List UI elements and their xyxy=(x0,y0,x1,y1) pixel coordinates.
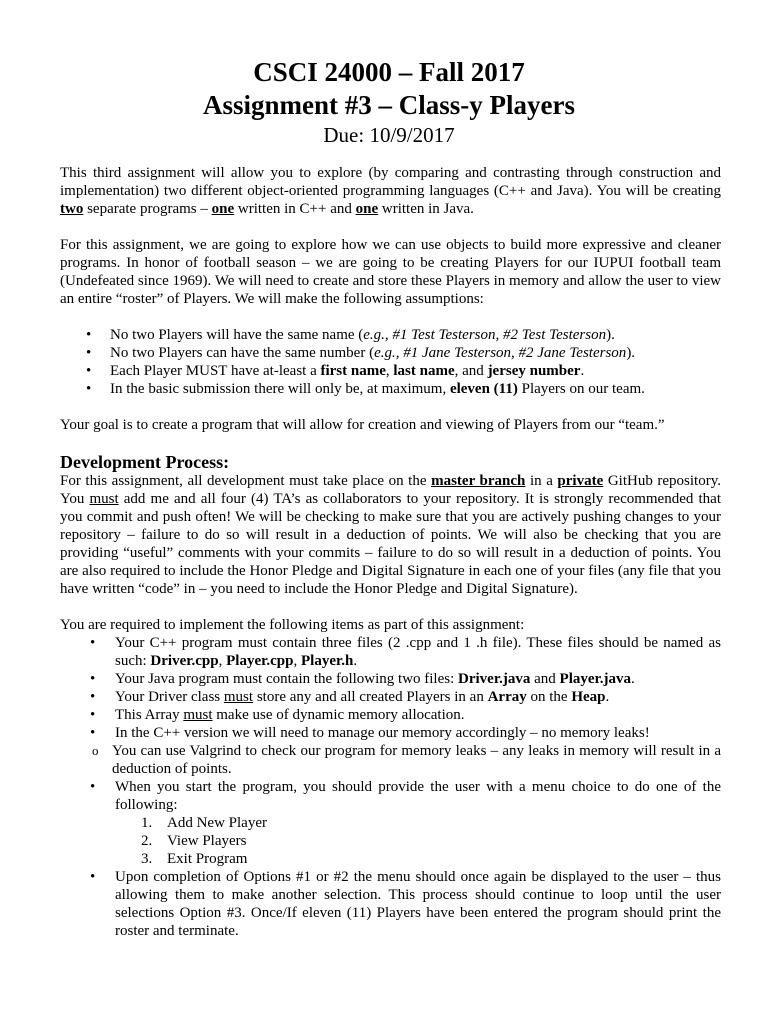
private-term: private xyxy=(557,473,604,489)
intro-text: written in C++ and xyxy=(234,201,356,217)
menu-option xyxy=(115,832,721,850)
menu-option xyxy=(115,850,721,868)
intro-paragraph xyxy=(60,164,721,218)
intro-text: This third assignment will allow you to explore (by comparing and contrasting through construction and implementation) two different object-oriented programming languages (C++ and Java). You will be creating xyxy=(60,165,721,199)
option-number: 3. xyxy=(141,851,153,867)
bold-term: first name xyxy=(320,363,386,379)
dev-text: For this assignment, all development must take place on the xyxy=(60,473,432,489)
list-item xyxy=(60,670,721,688)
list-item xyxy=(60,706,721,724)
must-term: must xyxy=(89,491,119,507)
list-item xyxy=(60,724,721,742)
filename: Player.java xyxy=(559,671,632,687)
item-text: In the C++ version we will need to manage our memory accordingly – no memory leaks! xyxy=(115,725,650,741)
option-number: 2. xyxy=(141,833,153,849)
option-label: View Players xyxy=(167,833,247,849)
development-paragraph xyxy=(60,472,721,598)
example-text: e.g., #1 Jane Testerson, #2 Jane Testerson xyxy=(374,345,627,361)
item-text: store any and all created Players in an xyxy=(253,689,488,705)
item-text: , and xyxy=(454,363,488,379)
list-item xyxy=(60,778,721,868)
item-text: Your Driver class xyxy=(115,689,224,705)
item-text: In the basic submission there will only be, at maximum, xyxy=(110,381,450,397)
item-text: . xyxy=(580,363,585,379)
dev-text: GitHub repository. You xyxy=(60,473,721,507)
filename: Driver.cpp xyxy=(150,653,219,669)
menu-option xyxy=(115,814,721,832)
list-item xyxy=(60,634,721,670)
bold-term: last name xyxy=(393,363,455,379)
bold-term: Heap xyxy=(571,689,606,705)
filename: Player.cpp xyxy=(226,653,294,669)
item-text: , xyxy=(218,653,227,669)
dev-text: in a xyxy=(525,473,558,489)
option-label: Exit Program xyxy=(167,851,248,867)
filename: Player.h xyxy=(301,653,354,669)
assignment-title: Assignment #3 – Class-y Players xyxy=(203,90,575,120)
option-number: 1. xyxy=(141,815,153,831)
item-text: ). xyxy=(606,327,615,343)
must-term: must xyxy=(183,707,213,723)
intro-text: written in Java. xyxy=(378,201,474,217)
item-text: This Array xyxy=(115,707,184,723)
item-text: Players on our team. xyxy=(517,381,645,397)
item-text: Each Player MUST have at-least a xyxy=(110,363,321,379)
list-item xyxy=(60,380,721,398)
item-text: on the xyxy=(526,689,572,705)
due-date: Due: 10/9/2017 xyxy=(323,123,455,147)
filename: Driver.java xyxy=(458,671,531,687)
item-text: and xyxy=(530,671,560,687)
goal-paragraph: Your goal is to create a program that will allow for creation and viewing of Players from our “team.” xyxy=(60,417,665,433)
option-label: Add New Player xyxy=(167,815,267,831)
document-header xyxy=(0,0,778,149)
course-title: CSCI 24000 – Fall 2017 xyxy=(253,57,525,87)
bold-term: eleven (11) xyxy=(449,381,518,397)
item-text: . xyxy=(605,689,610,705)
bold-term: jersey number xyxy=(487,363,581,379)
list-item xyxy=(60,344,721,362)
sub-list-item xyxy=(60,742,721,778)
list-item xyxy=(60,326,721,344)
assumptions-list xyxy=(60,326,721,398)
master-branch-term: master branch xyxy=(431,473,526,489)
emphasis-two: two xyxy=(60,201,84,217)
item-text: , xyxy=(385,363,394,379)
emphasis-one: one xyxy=(355,201,379,217)
item-text: No two Players can have the same number ( xyxy=(110,345,375,361)
menu-options-list xyxy=(115,814,721,868)
item-text: . xyxy=(631,671,635,687)
intro-text: separate programs – xyxy=(83,201,212,217)
list-item xyxy=(60,688,721,706)
item-text: When you start the program, you should provide the user with a menu choice to do one of the following: xyxy=(115,779,721,813)
bold-term: Array xyxy=(487,689,527,705)
item-text: You can use Valgrind to check our program for memory leaks – any leaks in memory will result in a deduction of points. xyxy=(112,743,721,777)
dev-text: add me and all four (4) TA’s as collaborators to your repository. It is strongly recommended that you commit and push often! We will be checking to make sure that you are actively pushing changes to your repository – failure to do so will result in a deduction of points. We will also be checking that you are providing “useful” comments with your commits – failure to do so will result in a deduction of points. You are also required to include the Honor Pledge and Digital Signature in each one of your files (any file that you have written “code” in – you need to include the Honor Pledge and Digital Signature). xyxy=(60,491,721,597)
development-heading: Development Process: xyxy=(60,452,230,472)
item-text: . xyxy=(353,653,358,669)
item-text: No two Players will have the same name ( xyxy=(110,327,364,343)
list-item xyxy=(60,868,721,940)
item-text: Upon completion of Options #1 or #2 the menu should once again be displayed to the user – thus allowing them to make another selection. This process should continue to loop until the user selections Option #3. Once/If eleven (11) Players have been entered the program should print the roster and terminate. xyxy=(115,869,721,939)
item-text: Your Java program must contain the following two files: xyxy=(115,671,459,687)
item-text: , xyxy=(293,653,301,669)
list-item xyxy=(60,362,721,380)
requirements-intro: You are required to implement the following items as part of this assignment: xyxy=(60,617,525,633)
example-text: e.g., #1 Test Testerson, #2 Test Testerson xyxy=(363,327,607,343)
item-text: Your C++ program must contain three files (2 .cpp and 1 .h file). These files should be named as such: xyxy=(115,635,721,669)
requirements-list xyxy=(60,634,721,940)
document-body xyxy=(60,164,721,940)
emphasis-one: one xyxy=(211,201,235,217)
item-text: ). xyxy=(626,345,636,361)
context-paragraph: For this assignment, we are going to explore how we can use objects to build more expressive and cleaner programs. In honor of football season – we are going to be creating Players for our IUPUI football team (Undefeated since 1969). We will need to create and store these Players in memory and allow the user to view an entire “roster” of Players. We will make the following assumptions: xyxy=(60,237,721,307)
must-term: must xyxy=(223,689,254,705)
item-text: make use of dynamic memory allocation. xyxy=(212,707,465,723)
